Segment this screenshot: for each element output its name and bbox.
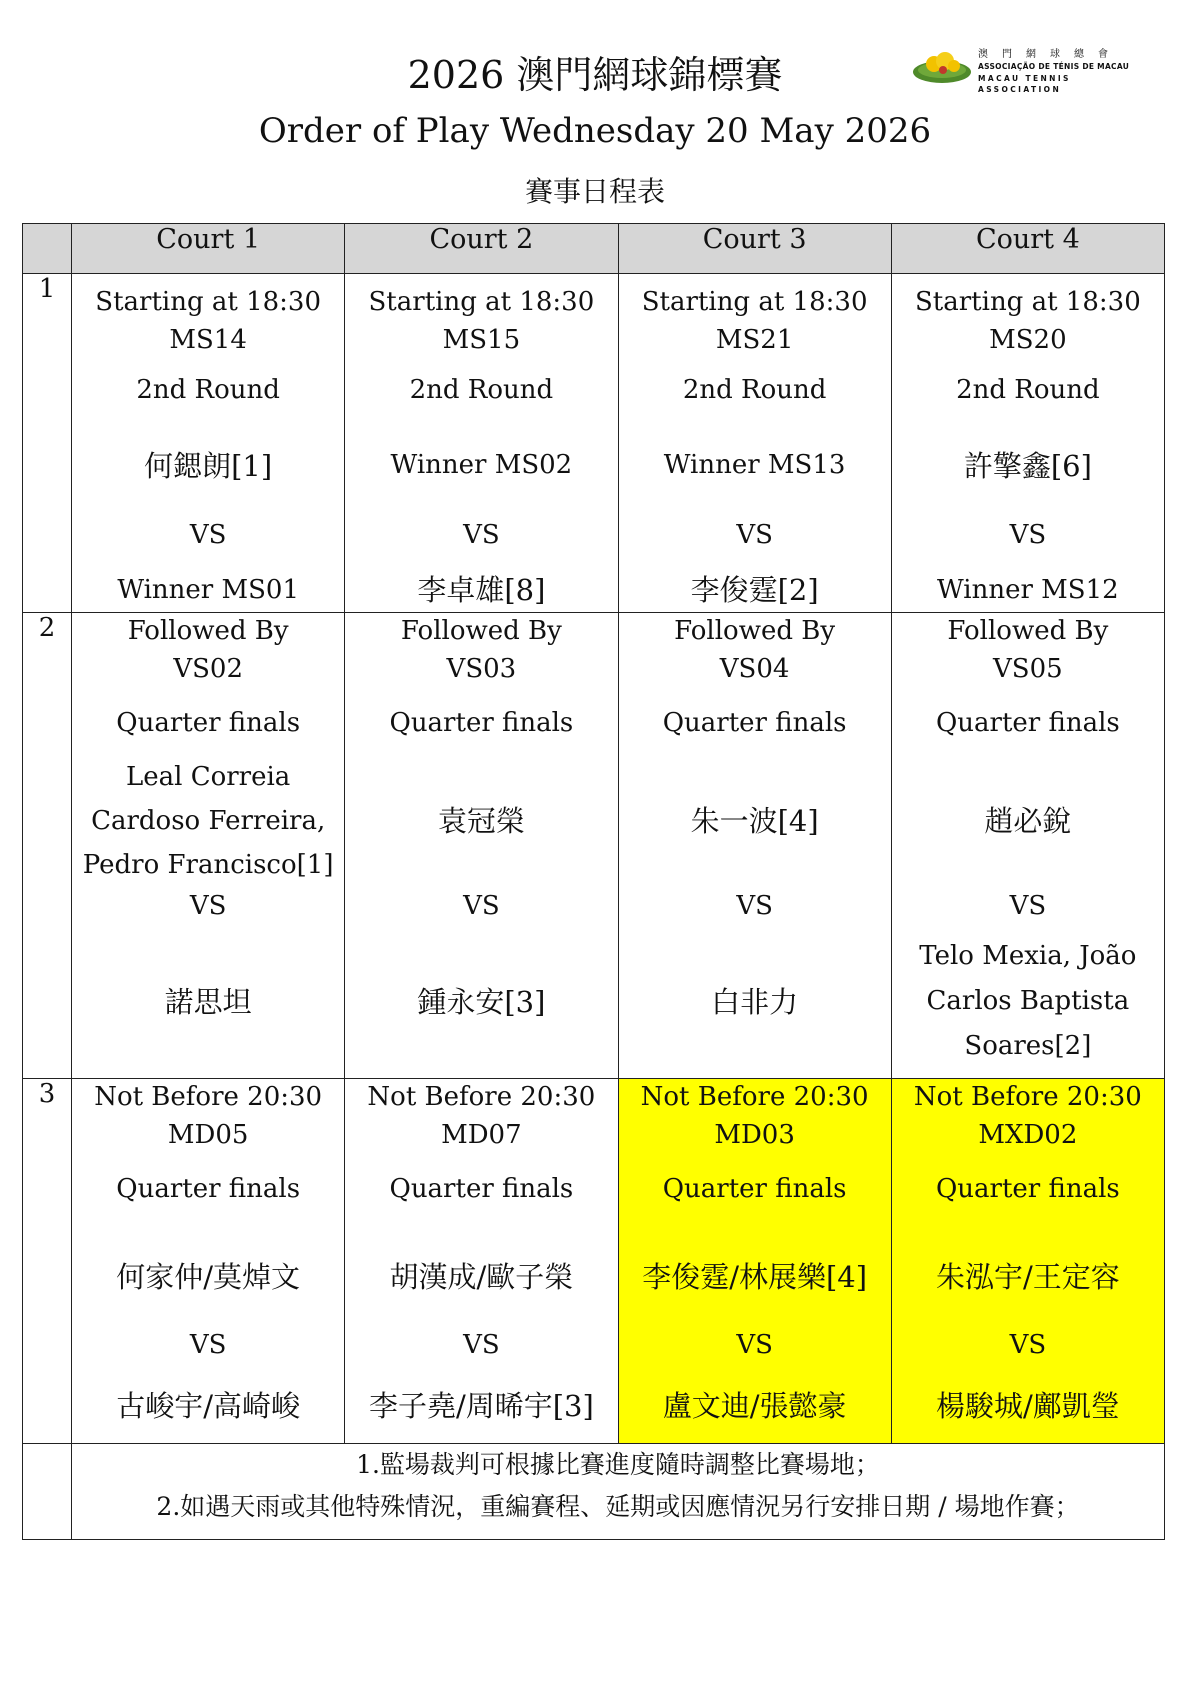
match-cell-highlighted: [891, 1079, 1164, 1444]
vs-label: VS: [736, 1330, 773, 1360]
vs-label: VS: [463, 520, 500, 550]
logo-portuguese-name: ASSOCIAÇÃO DE TÉNIS DE MACAU: [978, 62, 1130, 71]
player-1: 趙必銳: [984, 804, 1072, 838]
player-1: 許擎鑫[6]: [963, 449, 1092, 483]
match-code: VS05: [993, 654, 1063, 684]
player-2: 古峻宇/高崎峻: [116, 1389, 301, 1423]
vs-label: VS: [1009, 891, 1047, 921]
logo-english-name: MACAU TENNIS ASSOCIATION: [978, 74, 1071, 94]
row-number: 1: [23, 274, 72, 613]
match-time: Followed By: [400, 616, 562, 646]
match-code: MS14: [169, 325, 247, 355]
schedule-label: 賽事日程表: [524, 175, 665, 208]
note-item: 2.如遇天雨或其他特殊情況，重編賽程、延期或因應情況另行安排日期 / 場地作賽；: [156, 1492, 1080, 1521]
match-round: Quarter finals: [662, 1174, 847, 1204]
row-number: 2: [23, 613, 72, 1079]
court-header: Court 4: [891, 224, 1164, 274]
logo-chinese-name: 澳門網球總會: [978, 49, 1122, 60]
match-code: MD03: [714, 1120, 795, 1150]
notes-spacer: [23, 1444, 72, 1540]
player-2: Carlos Baptista: [926, 986, 1130, 1016]
player-1: 朱一波[4]: [690, 804, 819, 838]
vs-label: VS: [189, 520, 227, 550]
match-round: Quarter finals: [116, 1174, 301, 1204]
match-cell-highlighted: [618, 1079, 891, 1444]
match-time: Not Before 20:30: [913, 1082, 1142, 1112]
match-round: 2nd Round: [956, 375, 1100, 405]
match-round: Quarter finals: [935, 708, 1120, 738]
match-round: Quarter finals: [389, 708, 574, 738]
match-time: Not Before 20:30: [640, 1082, 869, 1112]
match-code: MS21: [715, 325, 794, 355]
match-time: Not Before 20:30: [94, 1082, 323, 1112]
match-time: Starting at 18:30: [95, 287, 322, 317]
court-header: Court 1: [72, 224, 345, 274]
notes-row: [23, 1444, 1165, 1540]
match-time: Followed By: [947, 616, 1109, 646]
match-cell: [345, 274, 618, 613]
vs-label: VS: [189, 891, 227, 921]
player-1: Pedro Francisco[1]: [82, 850, 334, 880]
match-code: VS03: [446, 654, 517, 684]
match-code: MD05: [167, 1120, 249, 1150]
player-2: Soares[2]: [964, 1031, 1092, 1061]
match-cell: [618, 274, 891, 613]
match-code: MXD02: [978, 1120, 1078, 1150]
vs-label: VS: [463, 891, 500, 921]
match-time: Followed By: [674, 616, 836, 646]
player-2: 李子堯/周晞宇[3]: [368, 1389, 594, 1423]
player-2: 盧文迪/張懿豪: [662, 1389, 847, 1423]
match-cell: [891, 613, 1164, 1079]
vs-label: VS: [463, 1330, 500, 1360]
match-cell: [345, 613, 618, 1079]
court-header: Court 3: [618, 224, 891, 274]
vs-label: VS: [1009, 1330, 1047, 1360]
player-2: 楊駿城/鄺凱瑩: [935, 1389, 1120, 1423]
match-cell: [72, 1079, 345, 1444]
player-2: Winner MS12: [937, 575, 1119, 605]
player-1: Winner MS13: [663, 450, 846, 480]
table-header-row: [23, 224, 1165, 274]
tournament-title: 2026 澳門網球錦標賽: [407, 53, 783, 97]
player-1: 何家仲/莫焯文: [116, 1260, 301, 1294]
player-2: 李俊霆[2]: [690, 573, 819, 607]
player-2: 李卓雄[8]: [417, 573, 546, 607]
vs-label: VS: [736, 891, 773, 921]
order-of-play-title: Order of Play Wednesday 20 May 2026: [258, 111, 932, 151]
match-code: MS20: [989, 325, 1067, 355]
match-time: Starting at 18:30: [641, 287, 868, 317]
match-time: Followed By: [127, 616, 289, 646]
row-number: 3: [23, 1079, 72, 1444]
order-of-play-table: [22, 223, 1165, 1540]
match-code: MS15: [442, 325, 521, 355]
match-round: 2nd Round: [136, 375, 280, 405]
vs-label: VS: [736, 520, 773, 550]
match-code: MD07: [441, 1120, 522, 1150]
match-round: Quarter finals: [389, 1174, 574, 1204]
match-cell: [72, 613, 345, 1079]
match-cell: [72, 274, 345, 613]
table-row: [23, 274, 1165, 613]
player-2: Telo Mexia, João: [919, 941, 1137, 971]
player-1: 何鍶朗[1]: [144, 449, 273, 483]
match-round: Quarter finals: [935, 1174, 1120, 1204]
player-2: Winner MS01: [117, 575, 299, 605]
table-row: [23, 1079, 1165, 1444]
match-round: 2nd Round: [682, 375, 827, 405]
note-item: 1.監場裁判可根據比賽進度隨時調整比賽場地；: [356, 1450, 880, 1479]
table-row: [23, 613, 1165, 1079]
match-round: 2nd Round: [409, 375, 554, 405]
player-1: Leal Correia: [125, 762, 291, 792]
match-code: VS02: [173, 654, 243, 684]
player-1: 李俊霆/林展樂[4]: [642, 1260, 868, 1294]
player-2: 白非力: [711, 985, 799, 1019]
match-code: VS04: [719, 654, 790, 684]
vs-label: VS: [1009, 520, 1047, 550]
match-cell: [891, 274, 1164, 613]
header-corner: [23, 224, 72, 274]
match-time: Starting at 18:30: [368, 287, 595, 317]
court-header: Court 2: [345, 224, 618, 274]
match-round: Quarter finals: [662, 708, 847, 738]
player-1: Cardoso Ferreira,: [91, 806, 326, 836]
player-1: Winner MS02: [390, 450, 573, 480]
match-round: Quarter finals: [116, 708, 301, 738]
player-1: 朱泓宇/王定容: [935, 1260, 1120, 1294]
player-1: 袁冠榮: [437, 804, 525, 838]
match-cell: [618, 613, 891, 1079]
match-time: Starting at 18:30: [914, 287, 1141, 317]
player-2: 鍾永安[3]: [417, 985, 546, 1019]
player-2: 諾思坦: [164, 985, 252, 1019]
player-1: 胡漢成/歐子榮: [389, 1260, 574, 1294]
match-time: Not Before 20:30: [367, 1082, 596, 1112]
notes-cell: [72, 1444, 1165, 1540]
vs-label: VS: [189, 1330, 227, 1360]
match-cell: [345, 1079, 618, 1444]
